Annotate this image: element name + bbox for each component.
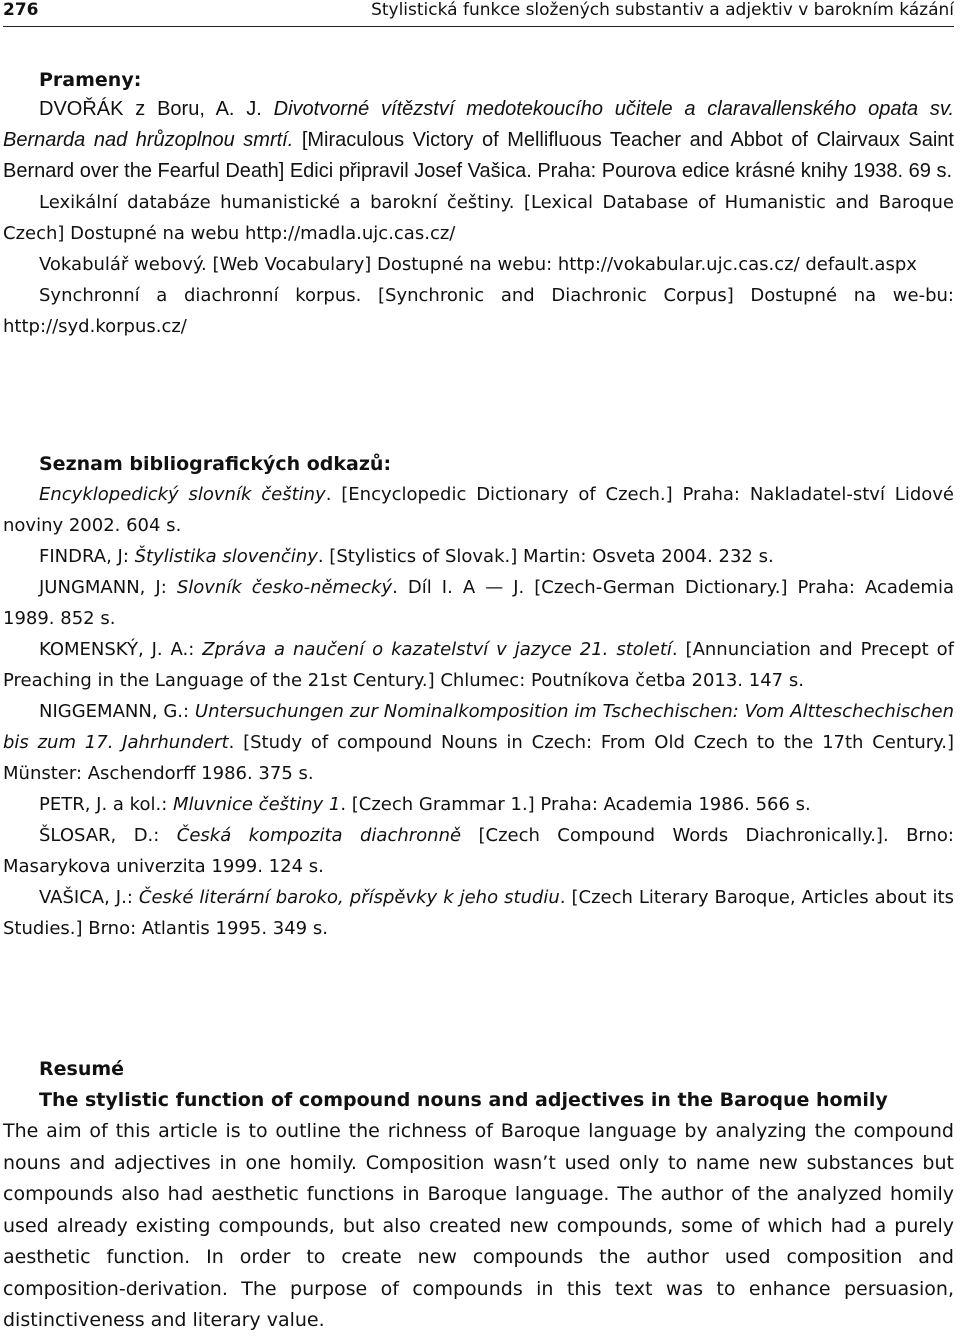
source-item: Vokabulář webový. [Web Vocabulary] Dostupné na webu: http://vokabular.ujc.cas.cz/ default.aspx <box>39 254 917 275</box>
bib-details: . [Study of compound Nouns in Czech: From Old Czech to the 17th Century.] Münster: Aschendorff 1986. 375 s. <box>3 732 954 784</box>
bibliography-item <box>3 479 954 541</box>
running-title: Stylistická funkce složených substantiv a adjektiv v barokním kázání <box>371 0 954 20</box>
bib-author: KOMENSKÝ, J. A.: <box>39 639 203 660</box>
bibliography-item <box>3 696 954 789</box>
source-author: DVOŘÁK z Boru, A. J. <box>39 98 274 120</box>
bib-title: Česká kompozita diachronně <box>176 825 462 846</box>
running-header <box>3 0 954 22</box>
bibliography-item <box>3 634 954 696</box>
bib-title: Štylistika slovenčiny <box>134 546 318 567</box>
bibliography-item <box>3 820 954 882</box>
bib-details: . [Czech Grammar 1.] Praha: Academia 1986. 566 s. <box>340 794 811 815</box>
source-item <box>3 94 954 187</box>
resume-title: The stylistic function of compound nouns and adjectives in the Baroque homily <box>39 1089 888 1111</box>
bib-author: NIGGEMANN, G.: <box>39 701 195 722</box>
bibliography-section <box>3 449 954 944</box>
bib-details: [Czech Compound Words Diachronically.]. Brno: Masarykova univerzita 1999. 124 s. <box>3 825 954 877</box>
bib-title: České literární baroko, příspěvky k jeho studiu <box>138 887 560 908</box>
source-title: Divotvorné vítězství medotekoucího učitele a claravallenského opata sv. Bernarda nad hrůzoplnou smrtí. <box>3 98 954 151</box>
bib-details: . [Stylistics of Slovak.] Martin: Osveta 2004. 232 s. <box>317 546 774 567</box>
bib-author: ŠLOSAR, D.: <box>39 825 177 846</box>
sources-heading: Prameny: <box>39 69 142 91</box>
bib-title: Untersuchungen zur Nominalkomposition im Tschechischen: Vom Altteschechischen bis zum 17. Jahrhundert <box>3 701 954 753</box>
source-details: [Miraculous Victory of Mellifluous Teacher and Abbot of Clairvaux Saint Bernard over the Fearful Death] Edici připravil Josef Vašica. Praha: Pourova edice krásné knihy 1938. 69 s. <box>3 129 954 182</box>
bib-author: JUNGMANN, J: <box>39 577 177 598</box>
bib-title: Slovník česko-německý <box>176 577 393 598</box>
source-item: Synchronní a diachronní korpus. [Synchronic and Diachronic Corpus] Dostupné na we-bu: http://syd.korpus.cz/ <box>3 285 954 337</box>
bib-details: . [Annunciation and Precept of Preaching in the Language of the 21st Century.] Chlumec: Poutníkova četba 2013. 147 s. <box>3 639 954 691</box>
bib-details: . [Encyclopedic Dictionary of Czech.] Praha: Nakladatel-ství Lidové noviny 2002. 604 s. <box>3 484 954 536</box>
bib-title: Mluvnice češtiny 1 <box>172 794 341 815</box>
resume-body: The aim of this article is to outline the richness of Baroque language by analyzing the compound nouns and adjectives in one homily. Composition wasn’t used only to name new substances but compounds also had aesthetic functions in Baroque language. The author of the analyzed homily used already existing compounds, but also created new compounds, some of which had a purely aesthetic function. In order to create new compounds the author used composition and composition-derivation. The purpose of compounds in this text was to enhance persuasion, distinctiveness and literary value. <box>3 1120 954 1331</box>
bib-title: Encyklopedický slovník češtiny <box>39 484 326 505</box>
resume-heading: Resumé <box>39 1058 125 1080</box>
header-rule <box>3 26 954 27</box>
bibliography-item <box>3 882 954 944</box>
resume-section <box>3 1054 954 1337</box>
bib-details: . [Czech Literary Baroque, Articles about its Studies.] Brno: Atlantis 1995. 349 s. <box>3 887 954 939</box>
bib-details: . Díl I. A — J. [Czech-German Dictionary.] Praha: Academia 1989. 852 s. <box>3 577 954 629</box>
bib-author: FINDRA, J: <box>39 546 135 567</box>
bibliography-item <box>3 572 954 634</box>
bibliography-item <box>3 789 954 820</box>
bib-title: Zpráva a naučení o kazatelství v jazyce 21. století <box>202 639 672 660</box>
source-item: Lexikální databáze humanistické a barokní češtiny. [Lexical Database of Humanistic and Baroque Czech] Dostupné na webu http://madla.ujc.cas.cz/ <box>3 192 954 244</box>
bibliography-heading: Seznam bibliografických odkazů: <box>39 453 392 475</box>
bibliography-item <box>3 541 954 572</box>
page-number: 276 <box>3 0 39 20</box>
bib-author: VAŠICA, J.: <box>39 887 139 908</box>
bib-author: PETR, J. a kol.: <box>39 794 173 815</box>
sources-section <box>3 66 954 342</box>
